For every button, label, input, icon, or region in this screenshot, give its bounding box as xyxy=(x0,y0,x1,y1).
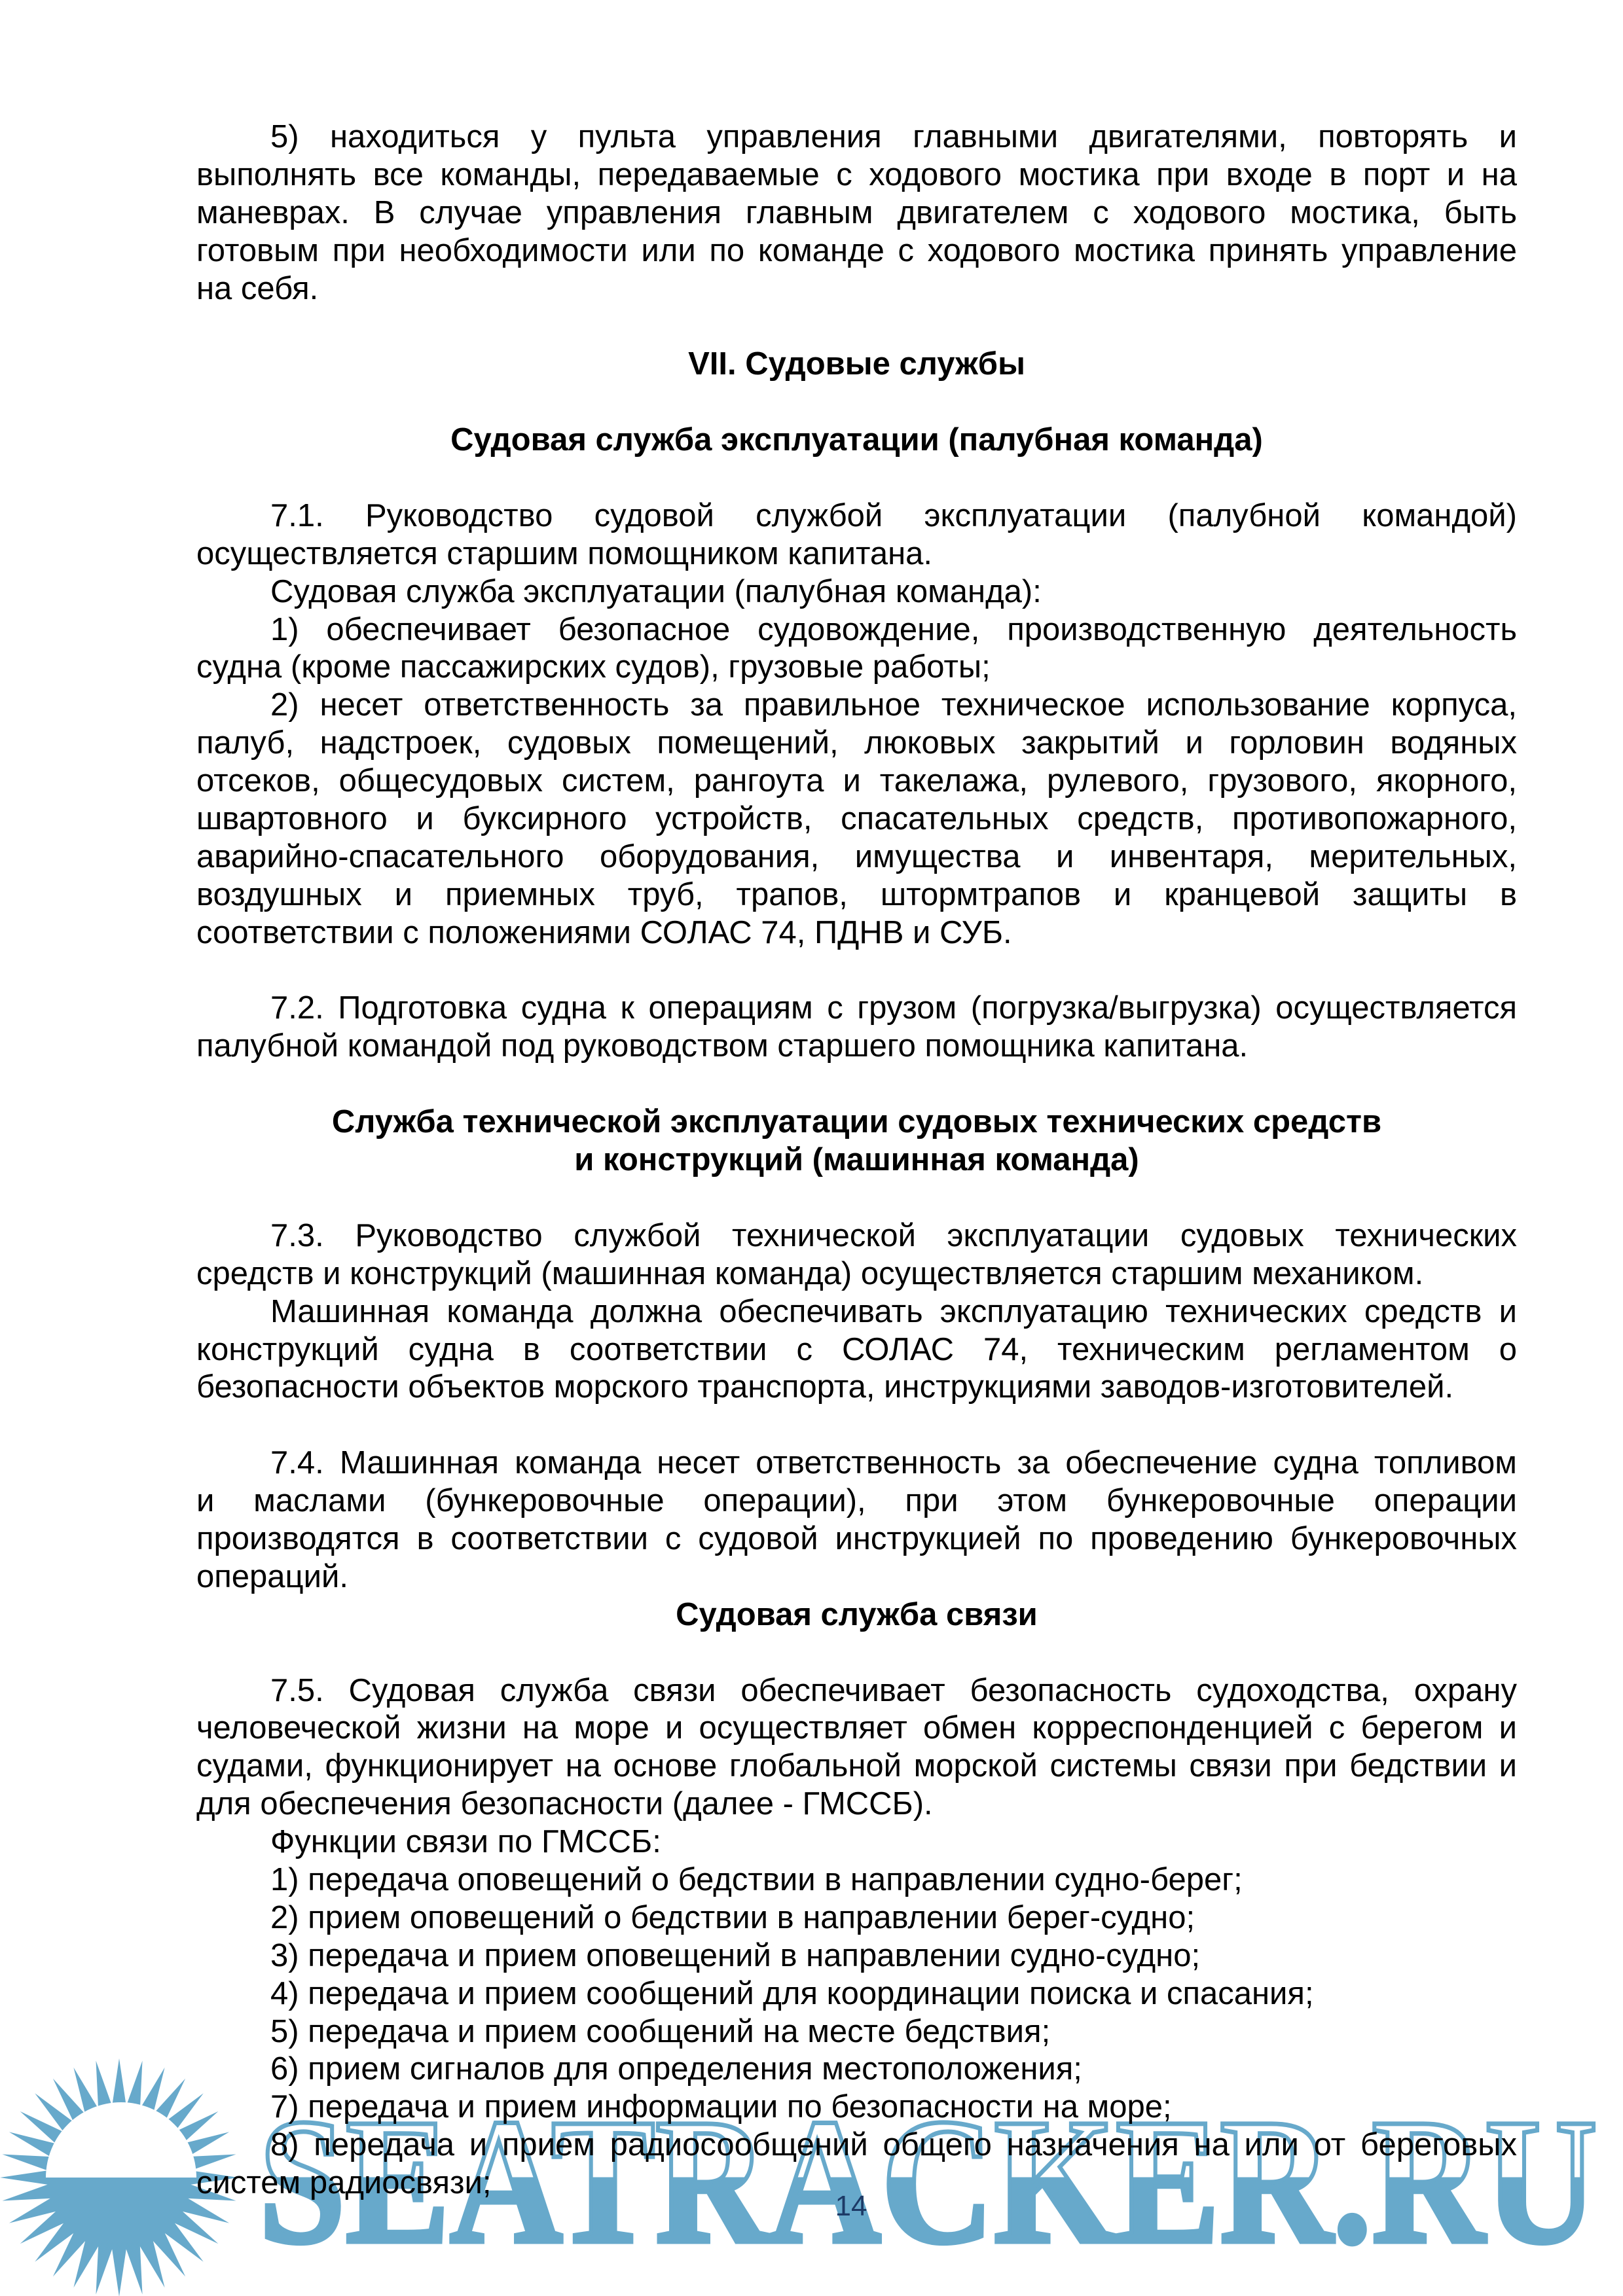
paragraph-line: 8) передача и прием радиосообщений общего назначения на или от береговых xyxy=(270,2127,1517,2163)
blank-line xyxy=(196,459,1517,497)
paragraph-line: 5) находиться у пульта управления главными двигателями, повторять и xyxy=(270,119,1517,154)
paragraph-line: Функции связи по ГМССБ: xyxy=(270,1824,661,1860)
paragraph-line: палубной командой под руководством старшего помощника капитана. xyxy=(196,1028,1249,1064)
paragraph-line: отсеков, общесудовых систем, рангоута и такелажа, рулевого, грузового, якорного, xyxy=(196,763,1517,799)
paragraph-line: 7.5. Судовая служба связи обеспечивает безопасность судоходства, охрану xyxy=(270,1672,1517,1708)
blank-line xyxy=(196,1179,1517,1217)
paragraph-line: осуществляется старшим помощником капитана. xyxy=(196,535,933,571)
paragraph-line: систем радиосвязи; xyxy=(196,2165,492,2201)
paragraph-line: 2) несет ответственность за правильное техническое использование корпуса, xyxy=(270,687,1517,723)
paragraph-line: маневрах. В случае управления главным двигателем с ходового мостика, быть xyxy=(196,194,1517,230)
paragraph-line: Машинная команда должна обеспечивать эксплуатацию технических средств и xyxy=(270,1293,1517,1329)
paragraph-line: 2) прием оповещений о бедствии в направлении берег-судно; xyxy=(270,1899,1195,1935)
section-heading: Судовая служба эксплуатации (палубная команда) xyxy=(450,422,1263,458)
paragraph-line: палуб, надстроек, судовых помещений, люковых закрытий и горловин водяных xyxy=(196,725,1517,761)
paragraph-line: 7.4. Машинная команда несет ответственность за обеспечение судна топливом xyxy=(270,1445,1517,1481)
paragraph-line: швартовного и буксирного устройств, спасательных средств, противопожарного, xyxy=(196,801,1517,837)
section-heading: VII. Судовые службы xyxy=(688,346,1025,382)
paragraph-line: соответствии с положениями СОЛАС 74, ПДНВ и СУБ. xyxy=(196,914,1012,950)
paragraph-line: 4) передача и прием сообщений для координации поиска и спасания; xyxy=(270,1975,1314,2011)
paragraph-line: воздушных и приемных труб, трапов, штормтрапов и кранцевой защиты в xyxy=(196,876,1517,912)
paragraph-line: 7.1. Руководство судовой службой эксплуатации (палубной командой) xyxy=(270,497,1517,533)
blank-line xyxy=(196,308,1517,346)
paragraph-line: 1) передача оповещений о бедствии в направлении судно-берег; xyxy=(270,1861,1243,1897)
paragraph-line: 5) передача и прием сообщений на месте бедствия; xyxy=(270,2013,1051,2049)
paragraph-line: 7.2. Подготовка судна к операциям с грузом (погрузка/выгрузка) осуществляется xyxy=(270,990,1517,1026)
blank-line xyxy=(196,1634,1517,1672)
paragraph-line: 6) прием сигналов для определения местоположения; xyxy=(270,2051,1082,2087)
paragraph-line: 7.3. Руководство службой технической эксплуатации судовых технических xyxy=(270,1217,1517,1253)
paragraph-line: производятся в соответствии с судовой инструкцией по проведению бункеровочных xyxy=(196,1520,1517,1556)
paragraph-line: для обеспечения безопасности (далее - ГМССБ). xyxy=(196,1786,933,1822)
paragraph-line: и маслами (бункеровочные операции), при этом бункеровочные операции xyxy=(196,1483,1517,1519)
blank-line xyxy=(196,952,1517,990)
document-body xyxy=(196,118,1517,2202)
blank-line xyxy=(196,1407,1517,1444)
paragraph-line: конструкций судна в соответствии с СОЛАС 74, техническим регламентом о xyxy=(196,1331,1517,1367)
paragraph-line: средств и конструкций (машинная команда) осуществляется старшим механиком. xyxy=(196,1255,1424,1291)
paragraph-line: операций. xyxy=(196,1558,348,1594)
paragraph-line: судна (кроме пассажирских судов), грузовые работы; xyxy=(196,649,991,685)
section-heading: Судовая служба связи xyxy=(676,1596,1038,1632)
section-heading: Служба технической эксплуатации судовых технических средств xyxy=(331,1104,1382,1140)
watermark-text: SEATRACKER.RU xyxy=(259,2082,1597,2281)
paragraph-line: выполнять все команды, передаваемые с ходового мостика при входе в порт и на xyxy=(196,156,1517,192)
paragraph-line: аварийно-спасательного оборудования, имущества и инвентаря, мерительных, xyxy=(196,838,1517,874)
blank-line xyxy=(196,384,1517,422)
section-heading: и конструкций (машинная команда) xyxy=(574,1142,1139,1178)
paragraph-line: безопасности объектов морского транспорта, инструкциями заводов-изготовителей. xyxy=(196,1369,1454,1405)
paragraph-line: судами, функционирует на основе глобальной морской системы связи при бедствии и xyxy=(196,1748,1517,1784)
paragraph-line: человеческой жизни на море и осуществляет обмен корреспонденцией с берегом и xyxy=(196,1710,1517,1746)
paragraph-line: на себя. xyxy=(196,270,319,306)
paragraph-line: Судовая служба эксплуатации (палубная команда): xyxy=(270,573,1042,609)
paragraph-line: 3) передача и прием оповещений в направлении судно-судно; xyxy=(270,1937,1201,1973)
blank-line xyxy=(196,1066,1517,1103)
paragraph-line: 1) обеспечивает безопасное судовождение, производственную деятельность xyxy=(270,611,1517,647)
paragraph-line: 7) передача и прием информации по безопасности на море; xyxy=(270,2089,1172,2125)
page-number: 14 xyxy=(835,2190,867,2222)
paragraph-line: готовым при необходимости или по команде с ходового мостика принять управление xyxy=(196,232,1517,268)
